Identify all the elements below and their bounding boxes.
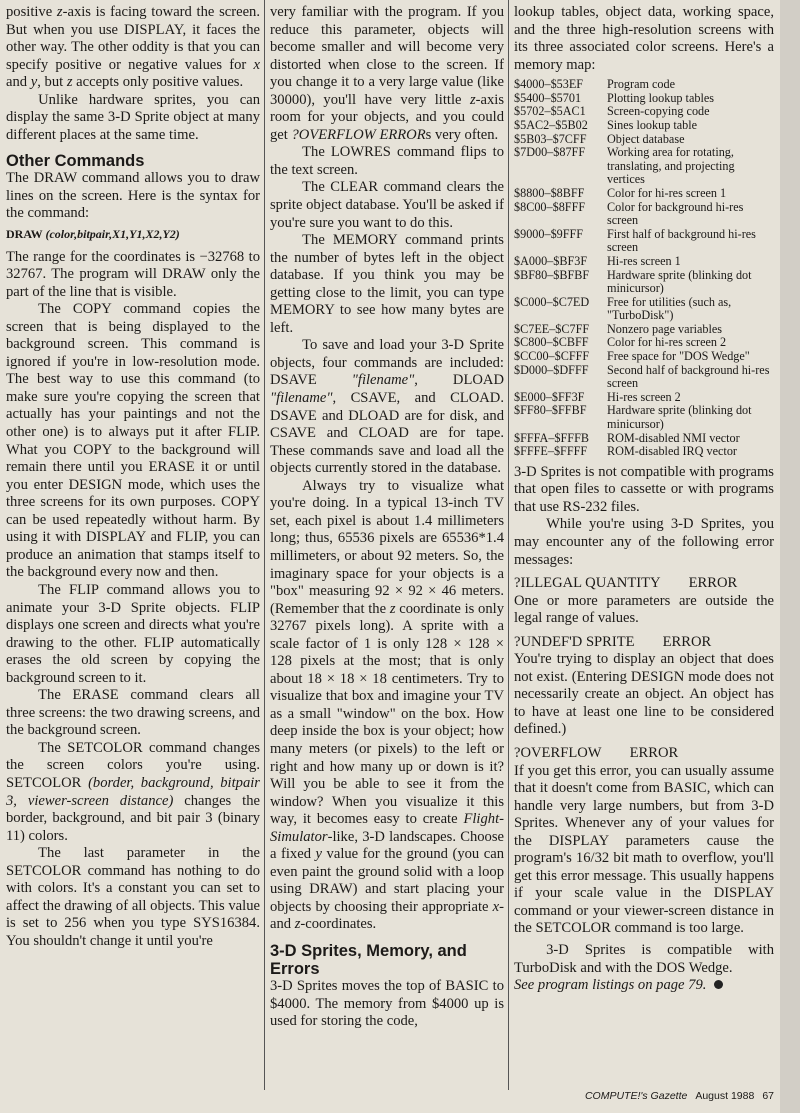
paragraph: [6, 4, 260, 92]
text-run: very familiar with the program. If you reduce this parameter, objects will become smaller and will become very distorted when close to the screen. If you change it to a very large value (like 30000), you'll have very little: [270, 4, 504, 108]
memory-usage: Hardware sprite (blinking dot minicursor): [607, 267, 752, 296]
paragraph: [270, 179, 504, 232]
footer-issue: August 1988: [695, 1090, 755, 1102]
paragraph: [6, 92, 260, 145]
text-run: -axis room for your objects, and you could get: [270, 91, 504, 143]
text-run: accepts only positive values.: [72, 74, 244, 91]
memory-usage: Plotting lookup tables: [607, 90, 714, 105]
address-range: $BF80–$BFBF: [514, 267, 590, 282]
text-run: Always try to visualize what you're doing. In a typical 13-inch TV set, each pixel is about 1.4 millimeters long; thus, 65536 pixels are 65536*1.4 millimeters, or about 92 meters. So, the imaginary space for your objects is a "box" measuring 92 × 92 × 46 meters. (Remember that the: [270, 477, 504, 617]
text-run: To save and load your 3-D Sprite objects, four commands are included: DSAVE: [270, 337, 504, 389]
text-run: y: [315, 846, 323, 863]
address-range: $C7EE–$C7FF: [514, 321, 590, 336]
address-range: $FFFA–$FFFB: [514, 430, 589, 445]
error-name: [514, 575, 774, 593]
memory-map-row: [514, 323, 774, 337]
footer-page-number: 67: [762, 1090, 774, 1102]
text-run: "filename": [270, 390, 333, 407]
text-run: positive: [6, 4, 57, 20]
error-description: If you get this error, you can usually assume that it doesn't come from BASIC, which can handle very large numbers, but from 3-D Sprites. Whenever any of your values for the DISPLAY parameters cause the program's 16/32 bit math to overflow, you'll get this error message. This usually happens if your scale value in the DISPLAY command or your viewer-screen distance in the SETCOLOR command is too large.: [514, 762, 774, 937]
address-range: $FF80–$FFBF: [514, 403, 587, 418]
memory-usage: Nonzero page variables: [607, 321, 723, 336]
memory-map-row: [514, 432, 774, 446]
memory-map-row: [514, 228, 774, 255]
text-run: ?OVERFLOW ERROR: [291, 126, 426, 143]
page-footer: [0, 1090, 774, 1102]
memory-usage: ROM-disabled NMI vector: [607, 430, 740, 445]
paragraph: [6, 687, 260, 740]
memory-intro: lookup tables, object data, working space, and the three high-resolution screens with its three associated color screens. Here's a memory map:: [514, 4, 774, 73]
paragraph: [270, 978, 504, 1031]
text-run: The CLEAR command clears the sprite object database. You'll be asked if you're sure you want to do this.: [270, 179, 504, 231]
memory-map-row: [514, 296, 774, 323]
paragraph: [6, 845, 260, 950]
memory-usage: Object database: [607, 131, 685, 146]
memory-map-row: [514, 119, 774, 133]
memory-map-row: [514, 269, 774, 296]
memory-usage: Screen-copying code: [607, 104, 710, 119]
text-run: 3-D Sprites moves the top of BASIC to $4000. The memory from $4000 up is used for storing the code,: [270, 977, 504, 1030]
address-range: $8C00–$8FFF: [514, 199, 586, 214]
address-range: $8800–$8BFF: [514, 185, 585, 200]
memory-map-row: [514, 105, 774, 119]
column-3: [514, 4, 774, 995]
text-run: The DRAW command allows you to draw lines on the screen. Here is the syntax for the command:: [6, 170, 260, 222]
text-run: The ERASE command clears all three screens: the two drawing screens, and the background screen.: [6, 687, 260, 739]
text-run: Flight-Simulator: [270, 811, 504, 845]
text-run: The SETCOLOR command changes the screen colors you're using. SETCOLOR: [6, 739, 260, 791]
error-description: One or more parameters are outside the legal range of values.: [514, 592, 774, 627]
text-run: Unlike hardware sprites, you can display the same 3-D Sprite object at many different places at the same time.: [6, 91, 260, 143]
footer-magazine: COMPUTE!'s Gazette: [584, 1090, 688, 1102]
memory-usage: Working area for rotating, translating, and projecting vertices: [607, 145, 735, 187]
address-range: $D000–$DFFF: [514, 362, 589, 377]
listing-note: See program listings on page 79.: [514, 977, 707, 994]
address-range: $C800–$CBFF: [514, 335, 589, 350]
text-run: , CSAVE, and CLOAD. DSAVE and DLOAD are for disk, and CSAVE and CLOAD are for tape. These commands save and load all the objects currently stored in the database.: [270, 390, 504, 477]
text-run: The LOWRES command flips to the text screen.: [270, 144, 504, 178]
text-run: z: [66, 74, 73, 91]
column-rule: [508, 0, 509, 1090]
text-run: value for the ground (you can even paint the ground solid with a loop using DRAW) and start placing your objects by choosing their appropriate: [270, 846, 504, 915]
text-run: The COPY command copies the screen that is being displayed to the background screen. This command is ignored if you're in low-resolution mode. The best way to use this command (to make sure you're copying the screen that actually has your paintings and not the other one) is to always put it after FLIP. What you COPY to the background will remain there until you ERASE it or until you enter DESIGN mode, which uses the three screens for its own purposes. COPY can be used repeatedly without harm. By using it with DISPLAY and FLIP, you can produce an animation that stamps itself to the background every now and then.: [6, 301, 260, 581]
text-run: (color,bitpair,X1,Y1,X2,Y2): [45, 227, 180, 242]
memory-usage: Free space for "DOS Wedge": [607, 349, 750, 364]
memory-usage: First half of background hi-res screen: [607, 226, 756, 255]
address-range: $E000–$FF3F: [514, 389, 585, 404]
text-run: -coordinates.: [300, 916, 377, 933]
text-run: - and: [270, 898, 504, 933]
memory-usage: Sines lookup table: [607, 117, 698, 132]
paragraph: [6, 301, 260, 582]
text-run: 3-D Sprites, Memory, and Errors: [270, 941, 467, 978]
text-run: z: [56, 4, 63, 20]
address-range: $C000–$C7ED: [514, 294, 590, 309]
address-range: $7D00–$87FF: [514, 145, 586, 160]
text-run: The range for the coordinates is −32768 to 32767. The program will DRAW only the part of the line that is visible.: [6, 248, 260, 300]
address-range: $A000–$BF3F: [514, 253, 588, 268]
memory-usage: Color for hi-res screen 2: [607, 335, 727, 350]
address-range: $9000–$9FFF: [514, 226, 584, 241]
address-range: $4000–$53EF: [514, 77, 584, 92]
memory-usage: ROM-disabled IRQ vector: [607, 444, 737, 459]
error-suffix: ERROR: [688, 575, 738, 592]
command-syntax: [6, 226, 260, 244]
memory-usage: Hardware sprite (blinking dot minicursor): [607, 403, 752, 432]
column-1: [6, 4, 260, 950]
text-run: y: [30, 74, 38, 91]
memory-usage: Second half of background hi-res screen: [607, 362, 770, 391]
text-run: x: [253, 56, 260, 73]
error-list: [514, 575, 774, 938]
error-suffix: ERROR: [662, 633, 712, 650]
text-run: changes the border, background, and bit pair 3 (binary 11) colors.: [6, 792, 260, 844]
text-run: z: [294, 916, 301, 933]
page-edge: [780, 0, 800, 1113]
memory-usage: Hi-res screen 1: [607, 253, 681, 268]
text-run: x: [492, 898, 500, 915]
memory-map-row: [514, 92, 774, 106]
error-code: ?UNDEF'D SPRITE: [514, 633, 635, 650]
text-run: Other Commands: [6, 152, 145, 171]
text-run: -like, 3-D landscapes. Choose a fixed: [270, 828, 504, 863]
text-run: , DLOAD: [414, 372, 504, 389]
memory-map-row: [514, 364, 774, 391]
text-run: z: [389, 600, 396, 617]
error-description: You're trying to display an object that does not exist. (Entering DESIGN mode does not necessarily create an object. An object has to have at least one line to be considered defined.): [514, 651, 774, 738]
paragraph: [270, 144, 504, 179]
error-name: [514, 634, 774, 652]
section-heading: [6, 152, 260, 170]
memory-map-row: [514, 133, 774, 147]
memory-usage: Color for background hi-res screen: [607, 199, 744, 228]
text-run: The MEMORY command prints the number of bytes left in the object database. If you think you may be getting close to the limit, you can type MEMORY to see how many bytes are left.: [270, 232, 504, 336]
memory-usage: Program code: [607, 77, 676, 92]
paragraph: [270, 337, 504, 477]
text-run: s very often.: [425, 126, 499, 143]
memory-map-table: [514, 78, 774, 459]
column-rule: [264, 0, 265, 1090]
memory-map-row: [514, 255, 774, 269]
address-range: $5B03–$7CFF: [514, 131, 587, 146]
text-run: DRAW: [6, 227, 46, 242]
memory-usage: Hi-res screen 2: [607, 389, 681, 404]
column-2: [270, 4, 504, 1031]
memory-map-row: [514, 445, 774, 459]
text-run: coordinate is only 32767 pixels long). A sprite with a scale factor of 1 is only 128 × 128 × 128 pixels at the most; that is only about 18 × 18 × 18 centimeters. Try to visualize that box and imagine your TV as a small "window" on the box. How deep inside the box is your object; how many meters (or pixels) to the left or right and how many up or down is it? Will you be able to see it from the window? When you visualize it this way, it becomes easy to create: [270, 600, 505, 828]
compat-note: 3-D Sprites is not compatible with programs that open files to cassette or with programs that use RS-232 files.: [514, 463, 774, 515]
compat-note-2: 3-D Sprites is compatible with TurboDisk and with the DOS Wedge.: [514, 942, 774, 976]
memory-map-row: [514, 187, 774, 201]
error-code: ?ILLEGAL QUANTITY: [514, 575, 661, 592]
address-range: $5AC2–$5B02: [514, 117, 588, 132]
errors-intro: While you're using 3-D Sprites, you may encounter any of the following error messages:: [514, 516, 774, 568]
text-run: , but: [37, 74, 67, 91]
paragraph: [6, 740, 260, 845]
address-range: $5702–$5AC1: [514, 104, 586, 119]
memory-map-row: [514, 404, 774, 431]
memory-map-row: [514, 391, 774, 405]
memory-map-row: [514, 78, 774, 92]
text-run: The FLIP command allows you to animate your 3-D Sprite objects. FLIP displays one screen and directs what you're drawing to the other. FLIP automatically erases the old screen by copying the background screen to it.: [6, 581, 260, 686]
error-suffix: ERROR: [629, 745, 679, 762]
paragraph: [270, 232, 504, 337]
address-range: $FFFE–$FFFF: [514, 444, 588, 459]
text-run: -axis is facing toward the screen. But when you use DISPLAY, it faces the other way. The other oddity is that you can specify positive or negative values for: [6, 4, 260, 73]
section-heading: [270, 942, 504, 978]
paragraph: [270, 478, 504, 934]
error-name: [514, 745, 774, 763]
paragraph: [6, 170, 260, 223]
text-run: The last parameter in the SETCOLOR command has nothing to do with colors. It's a constant you can set to affect the drawing of all objects. This value is set to 256 when you type SYS16384. You shouldn't change it until you're: [6, 845, 260, 949]
address-range: $5400–$5701: [514, 90, 582, 105]
end-mark-icon: [714, 980, 723, 989]
paragraph: [6, 582, 260, 687]
error-code: ?OVERFLOW: [514, 745, 602, 762]
memory-map-row: [514, 201, 774, 228]
memory-map-row: [514, 350, 774, 364]
text-run: and: [6, 74, 31, 91]
memory-usage: Free for utilities (such as, "TurboDisk"): [607, 294, 732, 323]
memory-usage: Color for hi-res screen 1: [607, 185, 727, 200]
text-run: "filename": [351, 372, 415, 389]
text-run: z: [469, 91, 476, 108]
memory-map-row: [514, 336, 774, 350]
paragraph: [270, 4, 504, 144]
paragraph: [6, 249, 260, 302]
text-run: (border, background, bitpair 3, viewer-screen distance): [6, 774, 260, 809]
memory-map-row: [514, 146, 774, 187]
address-range: $CC00–$CFFF: [514, 349, 590, 364]
